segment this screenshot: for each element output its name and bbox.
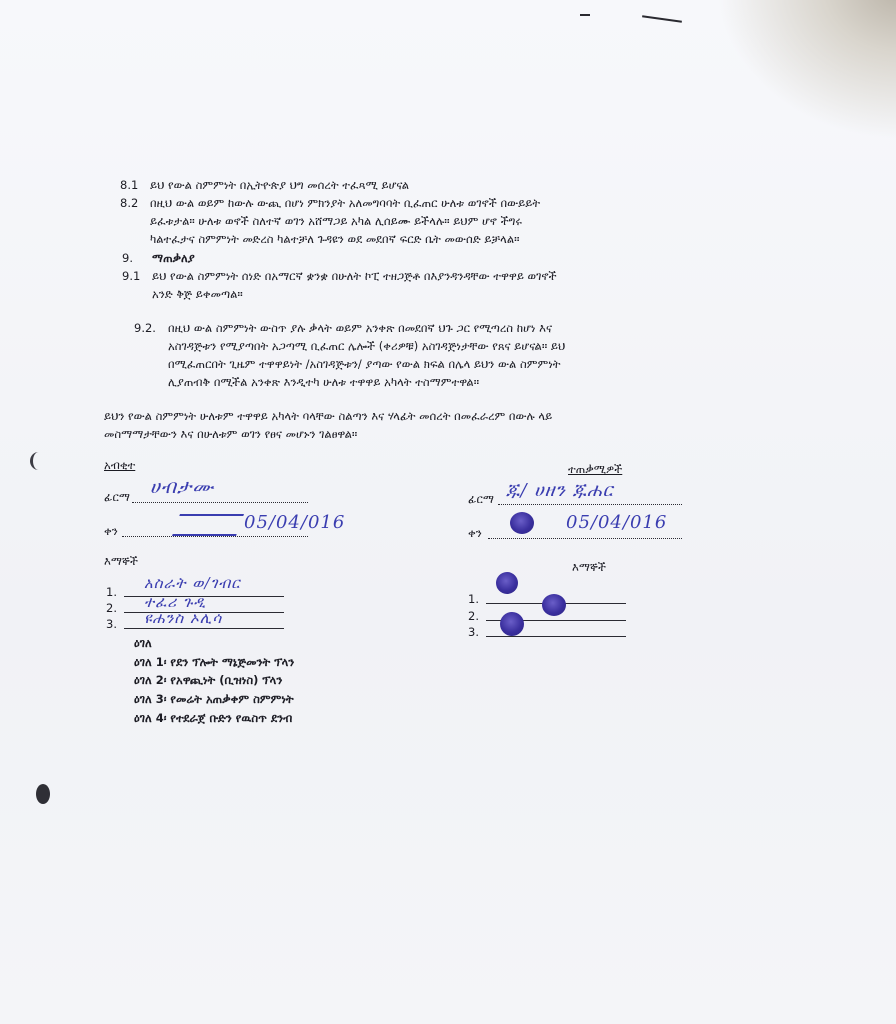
section-title: ማጠቃለያ bbox=[152, 251, 195, 265]
date-label: ቀን bbox=[104, 524, 118, 538]
clause-text-line: ይህ የውል ስምምነት ሰነድ በአማርኛ ቋንቋ በሁለት ኮፒ ተዘጋጅቶ በእያንዳንዳቸው ተዋዋይ ወገኖች bbox=[152, 269, 557, 283]
section-number: 9. bbox=[122, 251, 133, 265]
folded-corner-shadow bbox=[716, 0, 896, 140]
witness-signature: ተፈሪ ጉዲ bbox=[144, 593, 207, 611]
clause-text-line: አስገዳጅቱን የሚያጣበት አጋጣሚ ቢፈጠር ሌሎች (ቀሪዎቹ) አስገዳጅነታቸው የጸና ይሆናል። ይህ bbox=[168, 339, 566, 353]
handwritten-date: 05/04/016 bbox=[244, 512, 346, 533]
attachment-item: ዕገለ 1፡ የደን ፕሎት ማኔጅመንት ፕላን bbox=[134, 655, 295, 669]
signature-scribble bbox=[172, 514, 244, 536]
witness-number: 1. bbox=[468, 592, 479, 606]
punch-hole bbox=[30, 452, 47, 470]
witness-signature: ዩሐንስ ኦሊሳ bbox=[144, 609, 223, 627]
witness-number: 1. bbox=[106, 585, 117, 599]
witness-signature: አስራት ወ/ገብር bbox=[144, 574, 241, 592]
date-line bbox=[122, 536, 308, 537]
clause-text-line: በዚህ ውል ስምምነት ውስጥ ያሉ ቃላት ወይም አንቀጽ በመደበኛ ህጉ ጋር የሚጣረስ ከሆነ እና bbox=[168, 321, 553, 335]
date-label: ቀን bbox=[468, 526, 482, 540]
closing-text-line: መስማማታቸውን እና በሁለቱም ወገን የፀና መሆኑን ገልፀዋል። bbox=[104, 427, 358, 441]
left-party-title: አብቂተ bbox=[104, 458, 136, 472]
witness-line bbox=[124, 628, 284, 629]
attachment-item: ዕገለ 4፡ የተደራጀ ቡድን የዉስጥ ደንብ bbox=[134, 711, 293, 725]
signature-line bbox=[498, 504, 682, 505]
ink-stamp bbox=[500, 612, 524, 636]
right-party-title: ተጠቃሚዎች bbox=[568, 462, 623, 476]
handwritten-signature: ጁ/ ሀዘን ጁሐር bbox=[506, 480, 614, 501]
clause-text-line: በሚፈጠርበት ጊዜም ተዋዋይነት /አስገዳጅቱን/ ያጣው የውል ክፍል በሌላ ይህን ውል ስምምነት bbox=[168, 357, 561, 371]
clause-text-line: ይፈቱታል። ሁለቱ ወኖች ስለተኛ ወገን አሸማጋይ አካል ሊሰይሙ ይችላሉ። ይህም ሆኖ ችግሩ bbox=[150, 214, 522, 228]
signature-label: ፊርማ bbox=[468, 492, 494, 506]
witness-number: 2. bbox=[106, 601, 117, 615]
clause-number: 9.2. bbox=[134, 321, 156, 335]
ink-stamp bbox=[542, 594, 566, 616]
clause-text-line: ካልተፈታና ስምምነት መድረስ ካልተቻለ ጉዳዩን ወደ መደበኛ ፍርድ ቤት መውሰድ ይቻላል። bbox=[150, 232, 520, 246]
witnesses-title: እማኞች bbox=[104, 554, 139, 568]
clause-text-line: ሊያጠብቅ በሚችል አንቀጽ እንዲተካ ሁለቱ ተዋዋይ አካላት ተስማምተዋል። bbox=[168, 375, 480, 389]
witness-number: 2. bbox=[468, 609, 479, 623]
witness-number: 3. bbox=[468, 625, 479, 639]
clause-text-line: በዚህ ውል ወይም ከውሉ ውጪ በሆነ ምክንያት አለመግባባት ቢፈጠር ሁለቱ ወገኖች በውይይት bbox=[150, 196, 541, 210]
clause-number: 8.1 bbox=[120, 178, 139, 192]
witness-line bbox=[486, 636, 626, 637]
scan-mark bbox=[580, 14, 590, 16]
clause-number: 8.2 bbox=[120, 196, 139, 210]
attachments-title: ዕገለ bbox=[134, 636, 152, 650]
attachment-item: ዕገለ 2፡ የአዋጪነት (ቢዝነስ) ፕላን bbox=[134, 673, 283, 687]
clause-text: ይህ የውል ስምምነት በኢትዮጵያ ህግ መሰረት ተፈጻሚ ይሆናል bbox=[150, 178, 410, 192]
ink-stamp bbox=[510, 512, 534, 534]
ink-stamp bbox=[496, 572, 518, 594]
handwritten-signature: ሀብታሙ bbox=[150, 476, 215, 498]
witnesses-title: እማኞች bbox=[572, 560, 607, 574]
clause-text-line: አንድ ቅጅ ይቀመጣል። bbox=[152, 287, 243, 301]
punch-hole bbox=[36, 784, 50, 804]
scan-mark bbox=[642, 15, 682, 23]
witness-number: 3. bbox=[106, 617, 117, 631]
signature-line bbox=[132, 502, 308, 503]
attachment-item: ዕገለ 3፡ የመሬት አጠቃቀም ስምምነት bbox=[134, 692, 294, 706]
date-line bbox=[488, 538, 682, 539]
signature-label: ፊርማ bbox=[104, 490, 130, 504]
clause-number: 9.1 bbox=[122, 269, 141, 283]
handwritten-date: 05/04/016 bbox=[566, 512, 668, 533]
closing-text-line: ይህን የውል ስምምነት ሁለቱም ተዋዋይ አካላት ባላቸው ስልጣን እና ሃላፊት መሰረት በመፈራረም በውሉ ላይ bbox=[104, 409, 553, 423]
